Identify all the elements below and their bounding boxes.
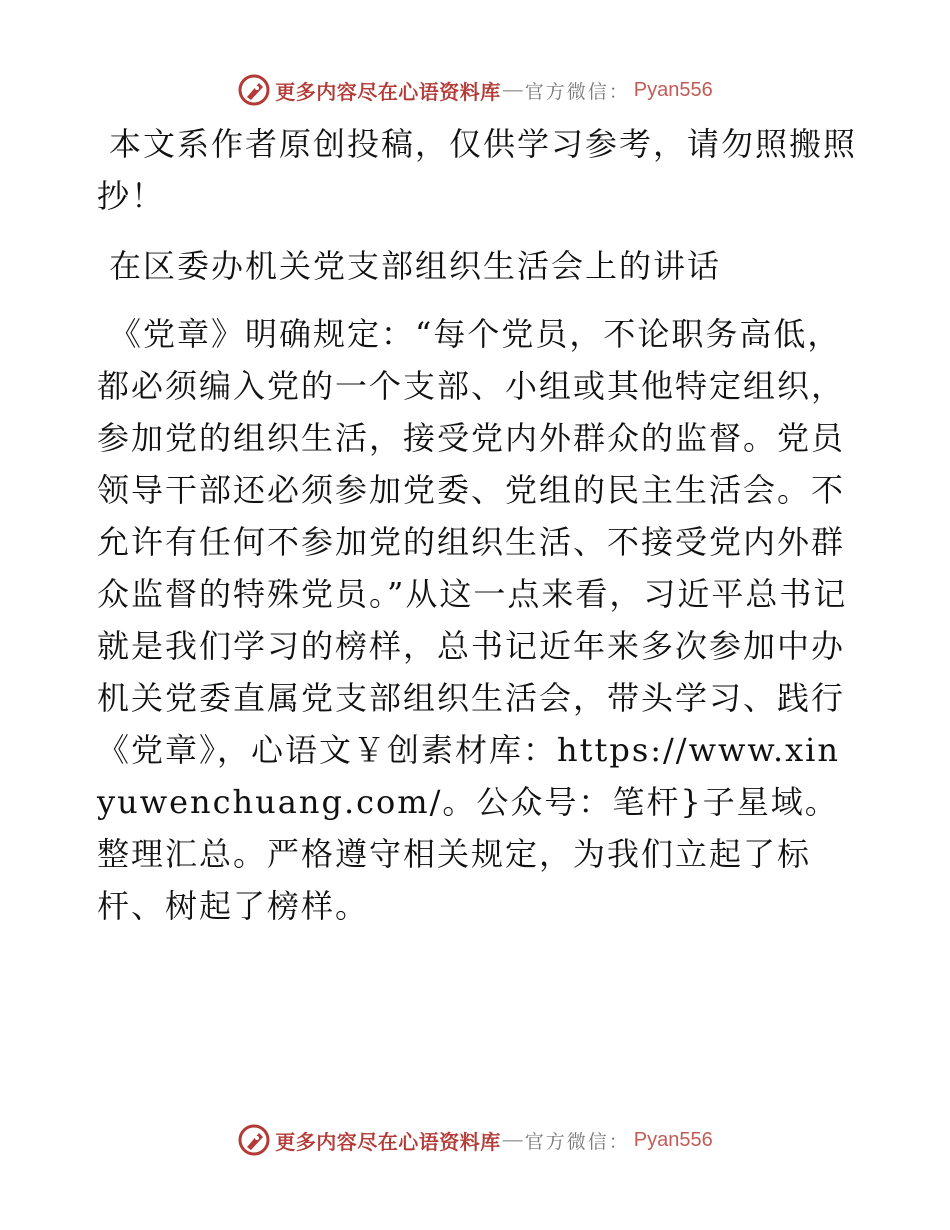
disclaimer-paragraph: 本文系作者原创投稿，仅供学习参考，请勿照搬照抄！ — [97, 125, 858, 215]
footer-banner — [0, 1120, 950, 1160]
banner-dash: — — [502, 1128, 523, 1151]
pen-nib-seal-icon — [237, 73, 271, 107]
banner-dash: — — [502, 78, 523, 101]
banner-wechat-id: Pyan556 — [633, 78, 713, 101]
banner-official-label: 官方微信： — [524, 80, 630, 103]
banner-official-label: 官方微信： — [524, 1130, 630, 1153]
banner-wechat-id: Pyan556 — [633, 1128, 713, 1151]
header-banner — [0, 70, 950, 110]
banner-main-text: 更多内容尽在心语资料库 — [275, 1129, 501, 1154]
banner-main-text: 更多内容尽在心语资料库 — [275, 79, 501, 104]
pen-nib-seal-icon — [237, 1123, 271, 1157]
main-paragraph: 《党章》明确规定：“每个党员，不论职务高低，都必须编入党的一个支部、小组或其他特定组织，参加党的组织生活，接受党内外群众的监督。党员领导干部还必须参加党委、党组的民主生活会。不允许有任何不参加党的组织生活、不接受党内外群众监督的特殊党员。”从这一点来看，习近平总书记就是我们学习的榜样，总书记近年来多次参加中办机关党委直属党支部组织生活会，带头学习、践行《党章》，心语文￥创素材库：https://www.xinyuwenchuang.com/。公众号：笔杆}子星域。整理汇总。严格遵守相关规定，为我们立起了标杆、树起了榜样。 — [97, 315, 848, 925]
document-title: 在区委办机关党支部组织生活会上的讲话 — [109, 247, 722, 285]
document-body — [97, 118, 857, 932]
